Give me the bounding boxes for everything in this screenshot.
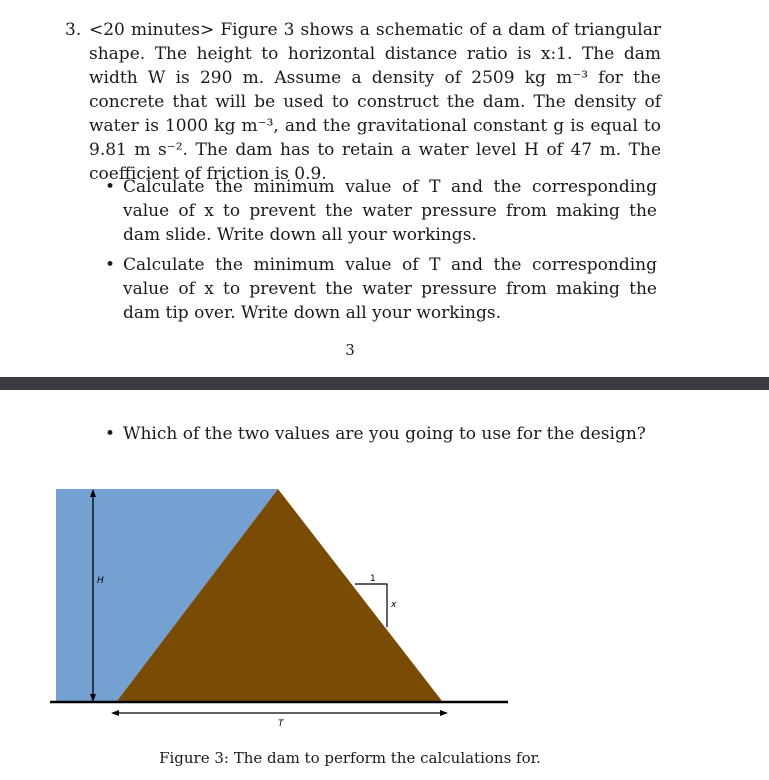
slope-rise-label: x [391,600,397,610]
page-separator [0,377,769,390]
task-list [105,175,657,331]
problem-number: 3. [65,20,82,40]
base-label: T [278,719,284,729]
dam-diagram [0,470,769,730]
height-label: H [97,576,104,586]
slope-run-label: 1 [370,574,376,584]
problem-statement [65,18,661,186]
task-item-slide: • Calculate the minimum value of T and the corresponding value of x to prevent the water pressure from making the dam slide. Write down all your workings. [105,175,657,247]
task-item-design-choice: • Which of the two values are you going to use for the design? [105,422,657,446]
problem-text: <20 minutes> Figure 3 shows a schematic of a dam of triangular shape. The height to horizontal distance ratio is x:1. The dam width W is 290 m. Assume a density of 2509 kg m⁻³ for the concrete that will be used to construct the dam. The density of water is 1000 kg m⁻³, and the gravitational constant g is equal to 9.81 m s⁻². The dam has to retain a water level H of 47 m. The coefficient of friction is 0.9. [89,20,661,184]
figure-caption: Figure 3: The dam to perform the calculations for. [159,749,541,767]
task-item-tip-over: • Calculate the minimum value of T and the corresponding value of x to prevent the water pressure from making the dam tip over. Write down all your workings. [105,253,657,325]
page-number: 3 [345,341,355,359]
task-list-continued [105,422,657,452]
page-top [0,0,769,377]
